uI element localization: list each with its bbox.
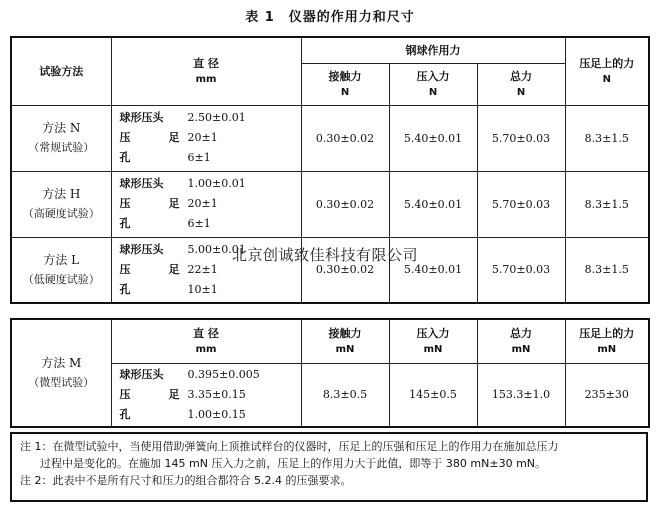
- foot-force-value: 8.3±1.5: [565, 105, 649, 171]
- dimension-label: 球形压头: [119, 242, 164, 256]
- foot-force-value: 8.3±1.5: [565, 171, 649, 237]
- dimension-label: 压 足: [119, 197, 180, 210]
- dimension-row: [120, 405, 301, 425]
- dimension-value: 3.35±0.15: [187, 387, 246, 401]
- dims-cell: [111, 171, 301, 237]
- dimension-value: 6±1: [187, 217, 211, 230]
- press-force-value: 5.40±0.01: [389, 171, 477, 237]
- total-force-value: 5.70±0.03: [477, 237, 565, 303]
- press-force-value: 5.40±0.01: [389, 105, 477, 171]
- dimension-label: 球形压头: [119, 177, 164, 190]
- contact-force-value: 0.30±0.02: [301, 171, 389, 237]
- dims-cell: [111, 237, 301, 303]
- contact-force-value: 0.30±0.02: [301, 237, 389, 303]
- dimension-row: [120, 128, 301, 148]
- notes-box: [10, 432, 648, 502]
- dimension-row: [120, 174, 301, 194]
- press-force-header-m: 压入力 mN: [389, 319, 477, 363]
- contact-force-header-m: 接触力 mN: [301, 319, 389, 363]
- watermark: 北京创诚致佳科技有限公司: [232, 246, 419, 264]
- foot-force-m: 235±30: [565, 363, 649, 427]
- dimension-label: 孔: [119, 282, 131, 296]
- dims-cell: [111, 105, 301, 171]
- table-row: [11, 171, 649, 237]
- total-force-value: 5.70±0.03: [477, 105, 565, 171]
- dimension-label: 球形压头: [119, 367, 164, 381]
- contact-force-value: 0.30±0.02: [301, 105, 389, 171]
- total-force-m: 153.3±1.0: [477, 363, 565, 427]
- dimension-label: 压 足: [119, 387, 180, 401]
- dimension-label: 孔: [119, 151, 131, 164]
- foot-force-header-m: 压足上的力 mN: [565, 319, 649, 363]
- dimension-label: 孔: [119, 407, 131, 421]
- dims-cell-m: [111, 363, 301, 427]
- dimension-row: [120, 214, 301, 234]
- diameter-header-m: 直 径 mm: [111, 319, 301, 363]
- total-force-value: 5.70±0.03: [477, 171, 565, 237]
- dimension-value: 0.395±0.005: [187, 367, 260, 381]
- micro-test-table: [10, 318, 650, 428]
- dimension-label: 压 足: [119, 131, 180, 144]
- total-force-header: 总力 N: [477, 63, 565, 105]
- dimension-value: 1.00±0.01: [187, 177, 246, 190]
- note-1-line-1: 注 1：在微型试验中，当使用借助弹簧向上顶推试样台的仪器时，压足上的压强和压足上的作用力在施加总压力: [20, 440, 559, 453]
- method-cell: 方法 L （低硬度试验）: [11, 237, 111, 303]
- dimension-label: 压 足: [119, 262, 180, 276]
- contact-force-header: 接触力 N: [301, 63, 389, 105]
- dimension-row: [120, 194, 301, 214]
- dimension-value: 20±1: [187, 197, 218, 210]
- dimension-value: 1.00±0.15: [187, 407, 246, 421]
- steel-ball-force-header: 钢球作用力: [301, 37, 565, 63]
- dimension-row: [120, 148, 301, 168]
- dimension-value: 2.50±0.01: [187, 111, 246, 124]
- method-cell: 方法 H （高硬度试验）: [11, 171, 111, 237]
- force-dimension-table: [10, 36, 650, 304]
- dimension-row: [120, 280, 301, 300]
- method-m-cell: 方法 M （微型试验）: [11, 319, 111, 427]
- foot-force-header: 压足上的力 N: [565, 37, 649, 105]
- press-force-value: 5.40±0.01: [389, 237, 477, 303]
- note-1-line-2: 过程中是变化的。在施加 145 mN 压入力之前，压足上的作用力大于此值，即等于 380 mN±30 mN。: [40, 457, 547, 470]
- dimension-value: 10±1: [187, 282, 218, 296]
- table-row: [11, 105, 649, 171]
- dimension-value: 6±1: [187, 151, 211, 164]
- total-force-header-m: 总力 mN: [477, 319, 565, 363]
- dimension-row: [120, 385, 301, 405]
- contact-force-m: 8.3±0.5: [301, 363, 389, 427]
- method-cell: 方法 N （常规试验）: [11, 105, 111, 171]
- table-title: 表 1 仪器的作用力和尺寸: [245, 10, 415, 25]
- dimension-row: [120, 108, 301, 128]
- dimension-row: [120, 365, 301, 385]
- note-2: 注 2：此表中不是所有尺寸和压力的组合都符合 5.2.4 的压强要求。: [20, 474, 352, 487]
- foot-force-value: 8.3±1.5: [565, 237, 649, 303]
- dimension-label: 孔: [119, 217, 131, 230]
- dimension-row: [120, 240, 301, 260]
- dimension-row: [120, 260, 301, 280]
- dimension-value: 22±1: [187, 262, 218, 276]
- dimension-label: 球形压头: [119, 111, 164, 124]
- press-force-header: 压入力 N: [389, 63, 477, 105]
- dimension-value: 5.00±0.01: [187, 242, 246, 256]
- diameter-header: 直 径 mm: [111, 37, 301, 105]
- press-force-m: 145±0.5: [389, 363, 477, 427]
- method-header: 试验方法: [11, 37, 111, 105]
- dimension-value: 20±1: [187, 131, 218, 144]
- table-row: [11, 237, 649, 303]
